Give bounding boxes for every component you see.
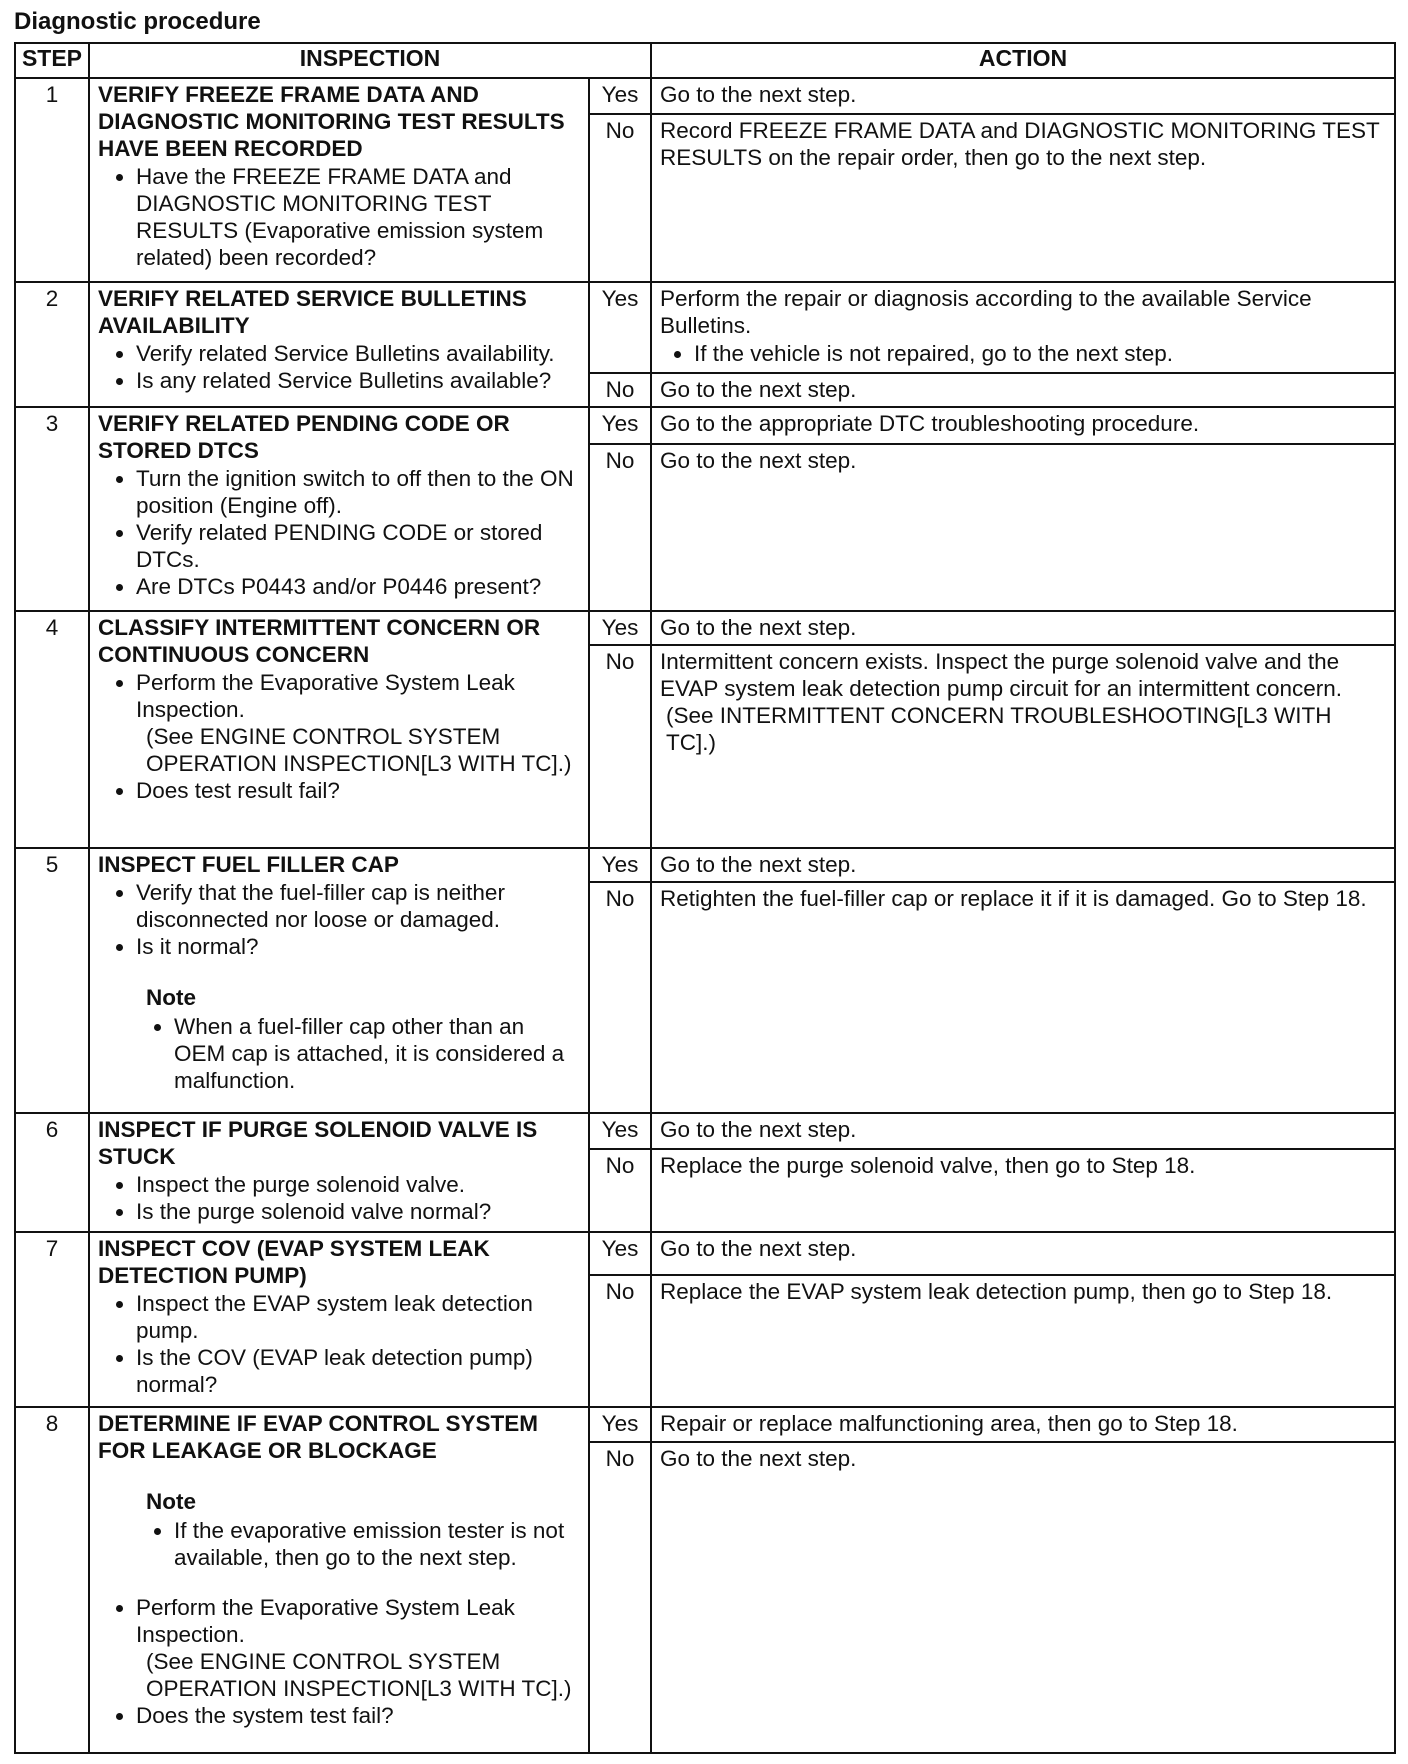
spacer: [98, 1571, 580, 1593]
no-action: Replace the purge solenoid valve, then go to Step 18.: [651, 1149, 1395, 1232]
inspection-bullet: • Is any related Service Bulletins available?: [136, 367, 580, 394]
inspection-bullet: • Is it normal?: [136, 933, 580, 960]
step-number: 2: [15, 282, 89, 408]
inspection-bullet-text: Perform the Evaporative System Leak Inspection.: [136, 1595, 515, 1648]
inspection-bullet: • Does test result fail?: [136, 777, 580, 804]
inspection-bullet: • Verify related PENDING CODE or stored DTCs.: [136, 519, 580, 573]
yes-label: Yes: [589, 1113, 651, 1149]
inspection-bullet: • Is the COV (EVAP leak detection pump) normal?: [136, 1344, 580, 1398]
note-bullet: • If the evaporative emission tester is not available, then go to the next step.: [174, 1517, 580, 1571]
inspection-bullet: • Inspect the purge solenoid valve.: [136, 1171, 580, 1198]
note-block: [146, 1488, 580, 1571]
no-action: Intermittent concern exists. Inspect the purge solenoid valve and the EVAP system leak detection pump circuit for an intermittent concern.: [660, 648, 1342, 701]
see-reference: (See ENGINE CONTROL SYSTEM OPERATION INSPECTION[L3 WITH TC].): [146, 1649, 572, 1702]
inspection-bullet: • Turn the ignition switch to off then to the ON position (Engine off).: [136, 465, 580, 519]
action-column-header: ACTION: [651, 43, 1395, 78]
inspection-title: VERIFY RELATED PENDING CODE OR STORED DTCS: [98, 411, 510, 464]
yes-action-cell: [651, 282, 1395, 373]
diagnostic-procedure-table: [14, 42, 1396, 1754]
no-action: Go to the next step.: [651, 444, 1395, 611]
table-row: [15, 407, 1395, 444]
note-heading: Note: [146, 1489, 196, 1515]
table-header-row: [15, 43, 1395, 78]
no-action: Record FREEZE FRAME DATA and DIAGNOSTIC MONITORING TEST RESULTS on the repair order, then go to the next step.: [651, 114, 1395, 281]
inspection-cell: [89, 1113, 589, 1232]
yes-action: Go to the appropriate DTC troubleshooting procedure.: [651, 407, 1395, 444]
note-bullets: [146, 1013, 580, 1094]
inspection-bullet: [136, 669, 580, 777]
no-label: No: [589, 1442, 651, 1753]
inspection-bullet: • Have the FREEZE FRAME DATA and DIAGNOSTIC MONITORING TEST RESULTS (Evaporative emission system related) been recorded?: [136, 163, 580, 271]
yes-label: Yes: [589, 282, 651, 373]
yes-action: Repair or replace malfunctioning area, then go to Step 18.: [651, 1407, 1395, 1441]
inspection-bullet: • Verify that the fuel-filler cap is neither disconnected nor loose or damaged.: [136, 879, 580, 933]
inspection-bullets: [98, 465, 580, 600]
see-reference: (See ENGINE CONTROL SYSTEM OPERATION INSPECTION[L3 WITH TC].): [146, 723, 572, 776]
note-block: [146, 984, 580, 1094]
no-label: No: [589, 114, 651, 281]
no-action: Go to the next step.: [651, 1442, 1395, 1753]
no-action: Replace the EVAP system leak detection pump, then go to Step 18.: [651, 1275, 1395, 1407]
no-label: No: [589, 444, 651, 611]
inspection-bullet: • Does the system test fail?: [136, 1702, 580, 1729]
inspection-cell: [89, 1407, 589, 1753]
step-number: 1: [15, 78, 89, 281]
table-row: [15, 282, 1395, 373]
step-number: 5: [15, 848, 89, 1113]
yes-action: Go to the next step.: [651, 1232, 1395, 1275]
inspection-cell: [89, 78, 589, 281]
yes-label: Yes: [589, 407, 651, 444]
inspection-bullets: [98, 1594, 580, 1729]
no-label: No: [589, 1149, 651, 1232]
inspection-bullets: [98, 1290, 580, 1398]
yes-action-bullets: [660, 340, 1386, 367]
inspection-bullet: • Is the purge solenoid valve normal?: [136, 1198, 580, 1225]
table-row: [15, 1232, 1395, 1275]
yes-label: Yes: [589, 1232, 651, 1275]
inspection-column-header: INSPECTION: [89, 43, 651, 78]
no-label: No: [589, 373, 651, 407]
no-action: Retighten the fuel-filler cap or replace it if it is damaged. Go to Step 18.: [651, 882, 1395, 1112]
inspection-bullets: [98, 669, 580, 804]
inspection-cell: [89, 611, 589, 849]
inspection-bullet: [136, 1594, 580, 1702]
note-bullets: [146, 1517, 580, 1571]
table-row: [15, 1407, 1395, 1441]
yes-action: Perform the repair or diagnosis according to the available Service Bulletins.: [660, 285, 1312, 338]
table-row: [15, 78, 1395, 114]
no-action-see-reference: (See INTERMITTENT CONCERN TROUBLESHOOTING[L3 WITH TC].): [666, 702, 1332, 755]
yes-label: Yes: [589, 611, 651, 645]
inspection-title: INSPECT COV (EVAP SYSTEM LEAK DETECTION PUMP): [98, 1236, 490, 1288]
yes-action: Go to the next step.: [651, 848, 1395, 882]
inspection-bullet-text: Perform the Evaporative System Leak Inspection.: [136, 669, 515, 722]
yes-label: Yes: [589, 78, 651, 114]
inspection-title: VERIFY FREEZE FRAME DATA AND DIAGNOSTIC MONITORING TEST RESULTS HAVE BEEN RECORDED: [98, 82, 565, 162]
inspection-bullets: [98, 1171, 580, 1225]
inspection-cell: [89, 282, 589, 408]
inspection-title: VERIFY RELATED SERVICE BULLETINS AVAILABILITY: [98, 285, 527, 338]
no-label: No: [589, 882, 651, 1112]
inspection-bullet: • Are DTCs P0443 and/or P0446 present?: [136, 573, 580, 600]
yes-label: Yes: [589, 848, 651, 882]
note-heading: Note: [146, 985, 196, 1011]
step-number: 6: [15, 1113, 89, 1232]
no-label: No: [589, 645, 651, 848]
yes-action-bullet: • If the vehicle is not repaired, go to the next step.: [694, 340, 1386, 367]
yes-action: Go to the next step.: [651, 1113, 1395, 1149]
no-action: Go to the next step.: [651, 373, 1395, 407]
inspection-bullet: • Inspect the EVAP system leak detection pump.: [136, 1290, 580, 1344]
inspection-bullets: [98, 879, 580, 960]
inspection-title: DETERMINE IF EVAP CONTROL SYSTEM FOR LEAKAGE OR BLOCKAGE: [98, 1411, 539, 1464]
inspection-bullets: [98, 340, 580, 394]
yes-action: Go to the next step.: [651, 78, 1395, 114]
inspection-bullet: • Verify related Service Bulletins availability.: [136, 340, 580, 367]
inspection-bullets: [98, 163, 580, 271]
inspection-title: INSPECT IF PURGE SOLENOID VALVE IS STUCK: [98, 1116, 538, 1169]
table-row: [15, 1113, 1395, 1149]
table-row: [15, 848, 1395, 882]
yes-label: Yes: [589, 1407, 651, 1441]
no-label: No: [589, 1275, 651, 1407]
step-number: 7: [15, 1232, 89, 1407]
step-number: 4: [15, 611, 89, 849]
inspection-cell: [89, 1232, 589, 1407]
inspection-cell: [89, 848, 589, 1113]
page-title: Diagnostic procedure: [14, 8, 261, 35]
step-column-header: STEP: [15, 43, 89, 78]
inspection-title: INSPECT FUEL FILLER CAP: [98, 852, 399, 878]
yes-action: Go to the next step.: [651, 611, 1395, 645]
inspection-title: CLASSIFY INTERMITTENT CONCERN OR CONTINUOUS CONCERN: [98, 614, 541, 667]
no-action-cell: [651, 645, 1395, 848]
table-row: [15, 611, 1395, 645]
step-number: 8: [15, 1407, 89, 1753]
step-number: 3: [15, 407, 89, 610]
note-bullet: • When a fuel-filler cap other than an OEM cap is attached, it is considered a malfunction.: [174, 1013, 580, 1094]
inspection-cell: [89, 407, 589, 610]
